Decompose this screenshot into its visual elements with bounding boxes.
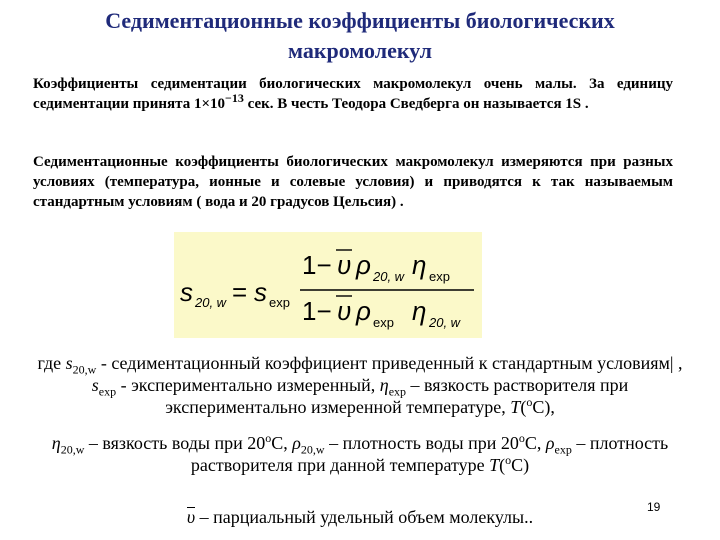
degree-sign: o (526, 395, 533, 409)
text: – плотность растворителя при данной температуре (190, 433, 669, 475)
text: – вязкость воды при 20 (84, 433, 266, 453)
formula-den-eta-sub: 20, w (429, 315, 461, 330)
formula-num-one-minus: 1− (302, 250, 332, 280)
slide-title: Седиментационные коэффициенты биологических макромолекул (105, 8, 615, 63)
explanation-line-3 (30, 506, 690, 528)
text: – вязкость растворителя при экспериментально измеренной температуре, (165, 375, 629, 417)
page-number: 19 (647, 500, 661, 514)
subscript: 20,w (72, 362, 97, 377)
formula-equals: = (232, 277, 248, 307)
text: – парциальный удельный объем молекулы.. (199, 507, 534, 527)
paragraph-text: сек. В честь Теодора Сведберга он называется 1S . (243, 96, 589, 112)
symbol-s-exp: s (91, 375, 99, 395)
formula-num-rho-sub: 20, w (373, 269, 405, 284)
formula-sexp-s: s (254, 277, 267, 307)
subscript: exp (554, 442, 572, 457)
formula-num-eta-sub: exp (429, 269, 450, 284)
symbol-s: s (65, 353, 73, 373)
paragraph-sedimentation-unit (33, 74, 673, 114)
text: С) (511, 455, 530, 475)
subscript: 20,w (300, 442, 325, 457)
symbol-rho: ρ (545, 433, 555, 453)
formula-den-one-minus: 1− (302, 296, 332, 326)
symbol-eta: η (379, 375, 389, 395)
text: - седиментационный коэффициент приведенный к стандартным условиям| , (96, 353, 683, 373)
subscript: exp (388, 384, 407, 399)
symbol-rho: ρ (292, 433, 301, 453)
formula-sexp-sub: exp (269, 295, 290, 310)
degree-sign: o (518, 431, 525, 445)
formula-den-rho-sub: exp (373, 315, 394, 330)
symbol-eta: η (51, 433, 61, 453)
paragraph-standard-conditions: Седиментационные коэффициенты биологических макромолекул измеряются при разных условиях (температура, ионные и солевые условия) и приводятся к так называемым стандартным условиям ( вода и 20 градусов Цельсия) . (33, 154, 673, 210)
formula-num-eta: η (412, 250, 427, 280)
symbol-upsilon-bar: υ (186, 507, 196, 527)
formula-lhs-sub: 20, w (195, 295, 227, 310)
formula-num-rho: ρ (356, 250, 371, 280)
paragraph-text: Коэффициенты седиментации биологических макромолекул очень малы. За единицу седиментации принята 1×10 (33, 76, 673, 112)
symbol-T: T (489, 455, 500, 475)
formula-lhs-s: s (180, 277, 193, 307)
subscript: exp (98, 384, 117, 399)
text: С, (271, 433, 293, 453)
exponent: −13 (225, 91, 244, 105)
formula-den-eta: η (412, 296, 427, 326)
text: - экспериментально измеренный, (116, 375, 380, 395)
symbol-T: T (510, 397, 521, 417)
formula-den-rho: ρ (356, 296, 371, 326)
explanation-line-2 (30, 432, 690, 476)
formula-den-upsilon: υ (337, 296, 352, 326)
text: С), (532, 397, 555, 417)
text: С, (524, 433, 546, 453)
explanation-line-1 (30, 352, 690, 418)
text: где (37, 353, 66, 373)
text: – плотность воды при 20 (324, 433, 519, 453)
formula-svg (174, 232, 482, 338)
formula-box (174, 232, 482, 338)
degree-sign: o (505, 453, 512, 467)
text: ( (499, 455, 506, 475)
text: ( (520, 397, 527, 417)
degree-sign: o (265, 431, 272, 445)
formula-num-upsilon: υ (337, 250, 352, 280)
subscript: 20,w (60, 442, 85, 457)
